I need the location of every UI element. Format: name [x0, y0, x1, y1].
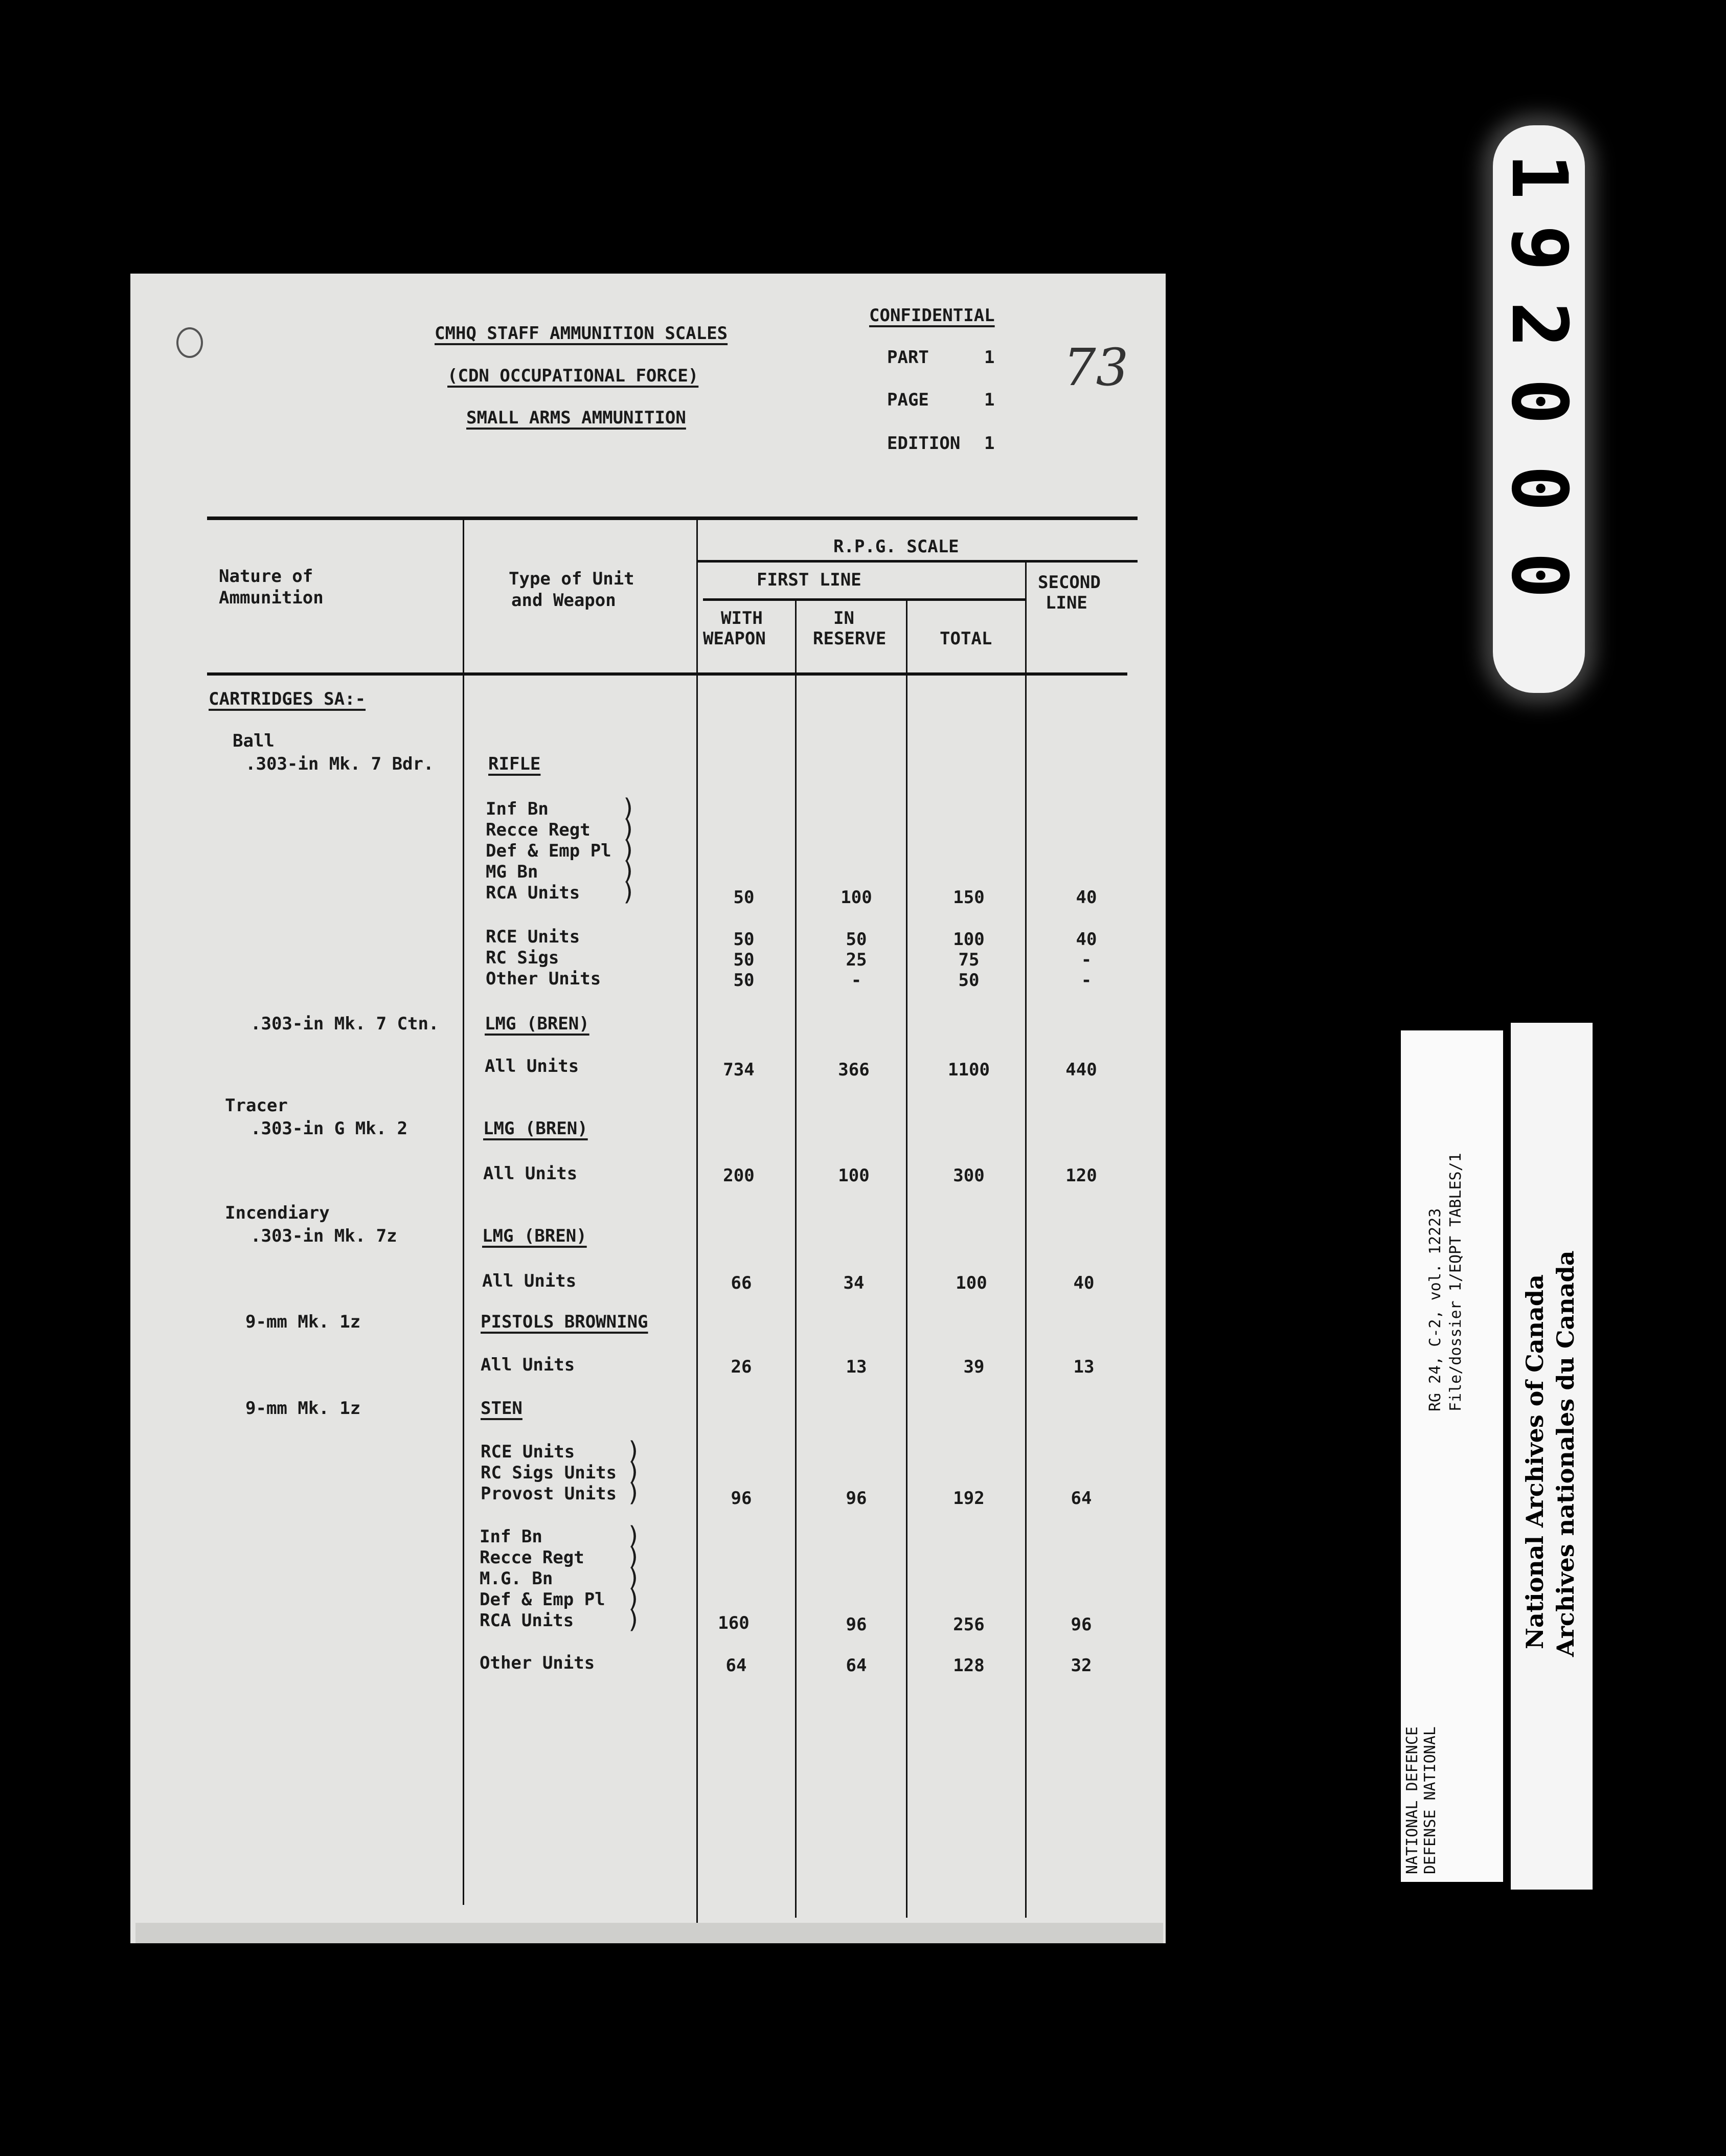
hdr-type-2: and Weapon	[511, 590, 616, 611]
sten3-reserve: 64	[846, 1655, 867, 1676]
lmg-bren-heading-3: LMG (BREN)	[482, 1226, 587, 1246]
rc-sigs-label: RC Sigs	[486, 948, 559, 968]
lmg1-second: 440	[1065, 1060, 1097, 1080]
col-divider-with	[696, 519, 698, 1923]
edition-label: EDITION	[887, 433, 961, 454]
archives-en: National Archives of Canada	[1521, 1274, 1549, 1649]
lmg2-second: 120	[1065, 1165, 1097, 1186]
cartridges-heading: CARTRIDGES SA:-	[209, 689, 366, 709]
lmg3-all-units: All Units	[482, 1271, 577, 1291]
hdr-total: TOTAL	[940, 628, 992, 649]
pistols-with: 26	[731, 1357, 752, 1377]
lmg3-reserve: 34	[843, 1273, 865, 1293]
lmg1-with: 734	[723, 1060, 755, 1080]
sten-g2-unit-4: Def & Emp Pl	[480, 1589, 605, 1610]
tracer-label: Tracer	[225, 1095, 288, 1116]
other-second: -	[1081, 970, 1092, 991]
rifle-with: 50	[733, 887, 755, 908]
lmg2-reserve: 100	[838, 1165, 870, 1186]
rce-units-label: RCE Units	[486, 927, 580, 947]
rifle-second: 40	[1076, 887, 1097, 908]
rifle-unit-1: Inf Bn	[486, 799, 549, 819]
sten-g2-unit-3: M.G. Bn	[480, 1568, 553, 1589]
part-value: 1	[984, 347, 995, 368]
hdr-rpg-scale: R.P.G. SCALE	[833, 536, 959, 557]
page-value: 1	[984, 390, 995, 410]
lmg2-total: 300	[953, 1165, 985, 1186]
hdr-in-1: IN	[833, 608, 854, 628]
rifle-unit-3: Def & Emp Pl	[486, 841, 611, 861]
archives-fr: Archives nationales du Canada	[1552, 1250, 1579, 1657]
archive-ref-1: RG 24, C-2, vol. 12223	[1426, 1208, 1444, 1411]
lmg1-reserve: 366	[838, 1060, 870, 1080]
rifle-unit-5: RCA Units	[486, 883, 580, 903]
ball-303-ctn: .303-in Mk. 7 Ctn.	[251, 1014, 439, 1034]
other-reserve: -	[851, 970, 862, 991]
hdr-nature-2: Ammunition	[219, 588, 324, 608]
ball-303-bdr: .303-in Mk. 7 Bdr.	[245, 754, 434, 774]
col-divider-type	[463, 519, 464, 1905]
pistols-browning-heading: PISTOLS BROWNING	[481, 1312, 648, 1332]
title-small-arms: SMALL ARMS AMMUNITION	[466, 408, 686, 428]
hdr-type-1: Type of Unit	[509, 569, 634, 589]
rc-sigs-second: -	[1081, 950, 1092, 970]
frame-digit-2: 0	[1494, 465, 1583, 512]
brace-sten-2: ) ) ) ) )	[626, 1521, 641, 1634]
sten2-with: 160	[718, 1613, 750, 1633]
first-line-rule	[703, 598, 1025, 601]
other-with: 50	[733, 970, 755, 991]
frame-digit-4: 2	[1494, 301, 1583, 348]
tracer-303: .303-in G Mk. 2	[251, 1118, 408, 1139]
rce-with: 50	[733, 929, 755, 950]
sten-g1-unit-2: RC Sigs Units	[481, 1463, 617, 1483]
sten2-second: 96	[1071, 1614, 1092, 1635]
sten-other-units: Other Units	[480, 1653, 595, 1673]
pistols-reserve: 13	[846, 1357, 867, 1377]
rc-sigs-reserve: 25	[846, 950, 867, 970]
sten1-with: 96	[731, 1488, 752, 1509]
hdr-first-line: FIRST LINE	[757, 570, 861, 590]
rce-second: 40	[1076, 929, 1097, 950]
frame-digit-5: 9	[1494, 224, 1583, 272]
lmg1-all-units: All Units	[485, 1056, 579, 1076]
rifle-reserve: 100	[841, 887, 872, 908]
rifle-unit-2: Recce Regt	[486, 820, 591, 840]
lmg1-total: 1100	[948, 1060, 990, 1080]
brace-rifle: ) ) ) ) )	[621, 794, 636, 906]
sten-heading: STEN	[481, 1398, 523, 1419]
lmg3-second: 40	[1073, 1273, 1095, 1293]
sten3-second: 32	[1071, 1655, 1092, 1676]
col-divider-second	[1025, 563, 1027, 1918]
archive-ref-3: NATIONAL DEFENCE	[1403, 1726, 1421, 1874]
sten-g1-unit-1: RCE Units	[481, 1442, 575, 1462]
header-bottom-rule	[207, 672, 1127, 676]
title-staff-scales: CMHQ STAFF AMMUNITION SCALES	[435, 323, 728, 344]
incendiary-label: Incendiary	[225, 1203, 330, 1223]
hdr-with-1: WITH	[721, 608, 763, 628]
lmg-bren-heading-2: LMG (BREN)	[483, 1118, 588, 1139]
rifle-heading: RIFLE	[488, 754, 541, 774]
frame-digit-1: 0	[1494, 552, 1583, 599]
incendiary-303: .303-in Mk. 7z	[251, 1226, 397, 1246]
pistols-second: 13	[1073, 1357, 1095, 1377]
sten3-with: 64	[725, 1655, 747, 1676]
hdr-in-2: RESERVE	[813, 628, 887, 649]
sten1-reserve: 96	[846, 1488, 867, 1509]
page-edge	[135, 1923, 1163, 1943]
lmg3-total: 100	[956, 1273, 987, 1293]
page-label: PAGE	[887, 390, 929, 410]
nine-mm-2: 9-mm Mk. 1z	[245, 1398, 361, 1419]
rifle-unit-4: MG Bn	[486, 862, 538, 882]
other-total: 50	[958, 970, 980, 991]
sten-g2-unit-5: RCA Units	[480, 1610, 574, 1631]
sten2-total: 256	[953, 1614, 985, 1635]
confidential-mark: CONFIDENTIAL	[869, 305, 995, 326]
rc-sigs-with: 50	[733, 950, 755, 970]
brace-sten-1: ) ) )	[626, 1436, 641, 1507]
sten-g1-unit-3: Provost Units	[481, 1484, 617, 1504]
part-label: PART	[887, 347, 929, 368]
table-top-rule	[207, 516, 1138, 520]
rce-reserve: 50	[846, 929, 867, 950]
ball-label: Ball	[233, 731, 275, 751]
handwritten-page-number: 73	[1063, 338, 1129, 397]
lmg3-with: 66	[731, 1273, 752, 1293]
other-units-label: Other Units	[486, 969, 601, 989]
pistols-total: 39	[963, 1357, 985, 1377]
sten1-second: 64	[1071, 1488, 1092, 1509]
rce-total: 100	[953, 929, 985, 950]
hdr-nature-1: Nature of	[219, 566, 313, 587]
rc-sigs-total: 75	[958, 950, 980, 970]
lmg2-all-units: All Units	[483, 1163, 578, 1184]
pistols-all-units: All Units	[481, 1355, 575, 1375]
sten-g2-unit-2: Recce Regt	[480, 1547, 584, 1568]
frame-digit-3: 0	[1494, 378, 1583, 425]
hdr-with-2: WEAPON	[703, 628, 766, 649]
rpg-rule	[698, 560, 1138, 563]
hdr-second-1: SECOND	[1038, 572, 1101, 593]
edition-value: 1	[984, 433, 995, 454]
punch-hole	[176, 327, 203, 358]
sten3-total: 128	[953, 1655, 985, 1676]
archive-ref-4: DEFENSE NATIONAL	[1421, 1726, 1439, 1874]
nine-mm-1: 9-mm Mk. 1z	[245, 1312, 361, 1332]
frame-digit-6: 1	[1494, 153, 1583, 200]
sten2-reserve: 96	[846, 1614, 867, 1635]
archive-ref-2: File/dossier 1/EQPT TABLES/1	[1447, 1153, 1465, 1411]
col-divider-total	[906, 598, 907, 1918]
title-force: (CDN OCCUPATIONAL FORCE)	[447, 366, 699, 386]
lmg2-with: 200	[723, 1165, 755, 1186]
lmg-bren-heading-1: LMG (BREN)	[485, 1014, 589, 1034]
sten-g2-unit-1: Inf Bn	[480, 1526, 542, 1547]
sten1-total: 192	[953, 1488, 985, 1509]
rifle-total: 150	[953, 887, 985, 908]
hdr-second-2: LINE	[1046, 593, 1087, 613]
col-divider-reserve	[795, 598, 797, 1918]
